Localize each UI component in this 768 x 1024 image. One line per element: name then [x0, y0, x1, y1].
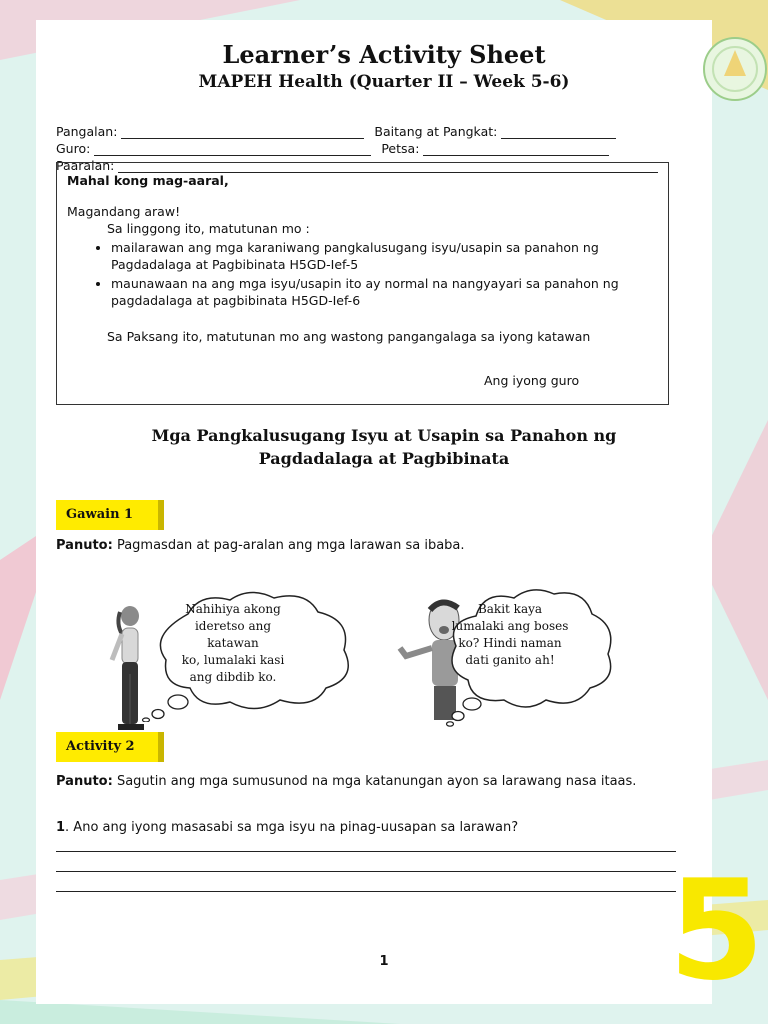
objective-item: • mailarawan ang mga karaniwang pangkalusugang isyu/usapin sa panahon ng Pagdadalaga at Pagbibinata H5GD-Ief-5 [111, 239, 651, 273]
section-title-line2: Pagdadalaga at Pagbibinata [258, 449, 510, 468]
question-number: 1 [56, 820, 66, 835]
panuto-label: Panuto: [56, 774, 113, 789]
section-title-line1: Mga Pangkalusugang Isyu at Usapin sa Panahon ng [151, 426, 617, 445]
paaralan-label: Paaralan: [56, 158, 115, 173]
pangalan-label: Pangalan: [56, 124, 118, 139]
letter-greeting: Mahal kong mag-aaral, [67, 173, 229, 188]
boy-bubble-text [450, 601, 570, 669]
boy-bubble-line: dati ganito ah! [465, 653, 555, 667]
petsa-label: Petsa: [381, 141, 420, 156]
panuto-label: Panuto: [56, 538, 113, 553]
grade-level-number: 5 [668, 850, 765, 1011]
baitang-line[interactable] [501, 127, 616, 139]
activity-2-tag: Activity 2 [56, 732, 164, 762]
baitang-label: Baitang at Pangkat: [374, 124, 498, 139]
sheet-subtitle: MAPEH Health (Quarter II – Week 5-6) [198, 72, 570, 92]
girl-bubble-line: Nahihiya akong [185, 602, 281, 616]
guro-line[interactable] [94, 144, 371, 156]
gawain-1-instructions [56, 536, 465, 555]
letter-hello: Magandang araw! [67, 204, 181, 219]
answer-line[interactable] [56, 851, 676, 852]
activity-2-instructions [56, 772, 676, 791]
teacher-letter-box [56, 162, 669, 405]
girl-bubble-line: ko, lumalaki kasi [181, 653, 285, 667]
girl-bubble-line: ang dibdib ko. [189, 670, 277, 684]
objectives-list [91, 239, 651, 311]
gawain-1-tag: Gawain 1 [56, 500, 164, 530]
boy-bubble-line: ko? Hindi naman [458, 636, 562, 650]
petsa-line[interactable] [423, 144, 609, 156]
panuto-text: Pagmasdan at pag-aralan ang mga larawan sa ibaba. [112, 538, 465, 553]
pangalan-line[interactable] [121, 127, 364, 139]
boy-bubble-line: Bakit kaya [477, 602, 543, 616]
field-row-name [56, 122, 676, 139]
girl-bubble-text [168, 601, 298, 686]
panuto-text: Sagutin ang mga sumusunod na mga katanungan ayon sa larawang nasa itaas. [112, 774, 637, 789]
sheet-title: Learner’s Activity Sheet [222, 40, 546, 69]
section-title [0, 424, 768, 470]
letter-note: Sa Paksang ito, matutunan mo ang wastong pangangalaga sa iyong katawan [107, 329, 591, 344]
objective-item: • maunawaan na ang mga isyu/usapin ito ay normal na nangyayari sa panahon ng pagdadalaga at pagbibinata H5GD-Ief-6 [111, 275, 651, 309]
question-text: . Ano ang iyong masasabi sa mga isyu na pinag-uusapan sa larawan? [65, 820, 519, 835]
answer-line[interactable] [56, 871, 676, 872]
question-1 [56, 820, 518, 835]
guro-label: Guro: [56, 141, 91, 156]
letter-intro: Sa linggong ito, matutunan mo : [107, 221, 310, 236]
page-number: 1 [379, 954, 389, 969]
boy-bubble-line: lumalaki ang boses [451, 619, 569, 633]
field-row-guro [56, 139, 676, 156]
girl-bubble-line: ideretso ang katawan [194, 619, 272, 650]
answer-line[interactable] [56, 891, 676, 892]
letter-signature: Ang iyong guro [484, 373, 580, 388]
